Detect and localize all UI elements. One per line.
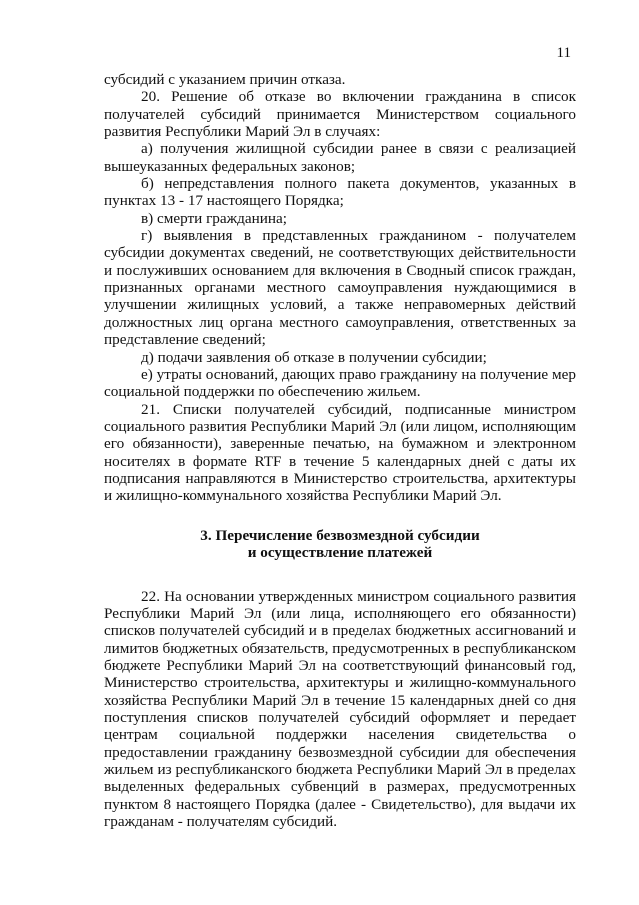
list-item-v: в) смерти гражданина; <box>141 209 287 227</box>
section-heading-line-2: и осуществление платежей <box>247 544 433 562</box>
section-heading-line-1: 3. Перечисление безвозмездной субсидии <box>200 526 480 544</box>
list-item-g: г) выявления в представленных гражданином - получателем субсидии документах сведений, не соответствующих действительности и послуживших основанием для включения в Сводный список граждан, признанных органами местного самоуправления нуждающимися в улучшении жилищных условий, а также неправомерных действий должностных лиц органа местного самоуправления, ответственных за представление сведений; <box>104 227 576 349</box>
document-body <box>104 71 576 830</box>
list-item-e: е) утраты оснований, дающих право гражданину на получение мер социальной поддержки по обеспечению жильем. <box>104 365 576 401</box>
list-item-a: а) получения жилищной субсидии ранее в связи с реализацией вышеуказанных федеральных законов; <box>104 140 576 175</box>
paragraph-20: 20. Решение об отказе во включении гражданина в список получателей субсидий принимается Министерством социального развития Республики Марий Эл в случаях: <box>104 88 576 141</box>
list-item-d: д) подачи заявления об отказе в получении субсидии; <box>141 348 487 366</box>
paragraph-21: 21. Списки получателей субсидий, подписанные министром социального развития Республики Марий Эл (или лицом, исполняющим его обязанности), заверенные печатью, на бумажном и электронном носителях в формате RTF в течение 5 календарных дней с даты их подписания направляются в Министерство строительства, архитектуры и жилищно-коммунального хозяйства Республики Марий Эл. <box>104 400 576 505</box>
paragraph-22: 22. На основании утвержденных министром социального развития Республики Марий Эл (или лица, исполняющего его обязанности) списков получателей субсидий и в пределах бюджетных ассигнований и лимитов бюджетных обязательств, предусмотренных в республиканском бюджете Республики Марий Эл на соответствующий финансовый год, Министерство строительства, архитектуры и жилищно-коммунального хозяйства Республики Марий Эл в течение 15 календарных дней со дня поступления списков получателей субсидий оформляет и передает центрам социальной поддержки населения свидетельства о предоставлении гражданину безвозмездной субсидии для обеспечения жильем из республиканского бюджета Республики Марий Эл в пределах выделенных федеральных субвенций в размерах, предусмотренных пунктом 8 настоящего Порядка (далее - Свидетельство), для выдачи их гражданам - получателям субсидий. <box>104 587 576 831</box>
paragraph-continuation: субсидий с указанием причин отказа. <box>104 71 346 88</box>
list-item-b: б) непредставления полного пакета документов, указанных в пунктах 13 - 17 настоящего Порядка; <box>104 175 576 210</box>
page-number: 11 <box>556 45 571 61</box>
